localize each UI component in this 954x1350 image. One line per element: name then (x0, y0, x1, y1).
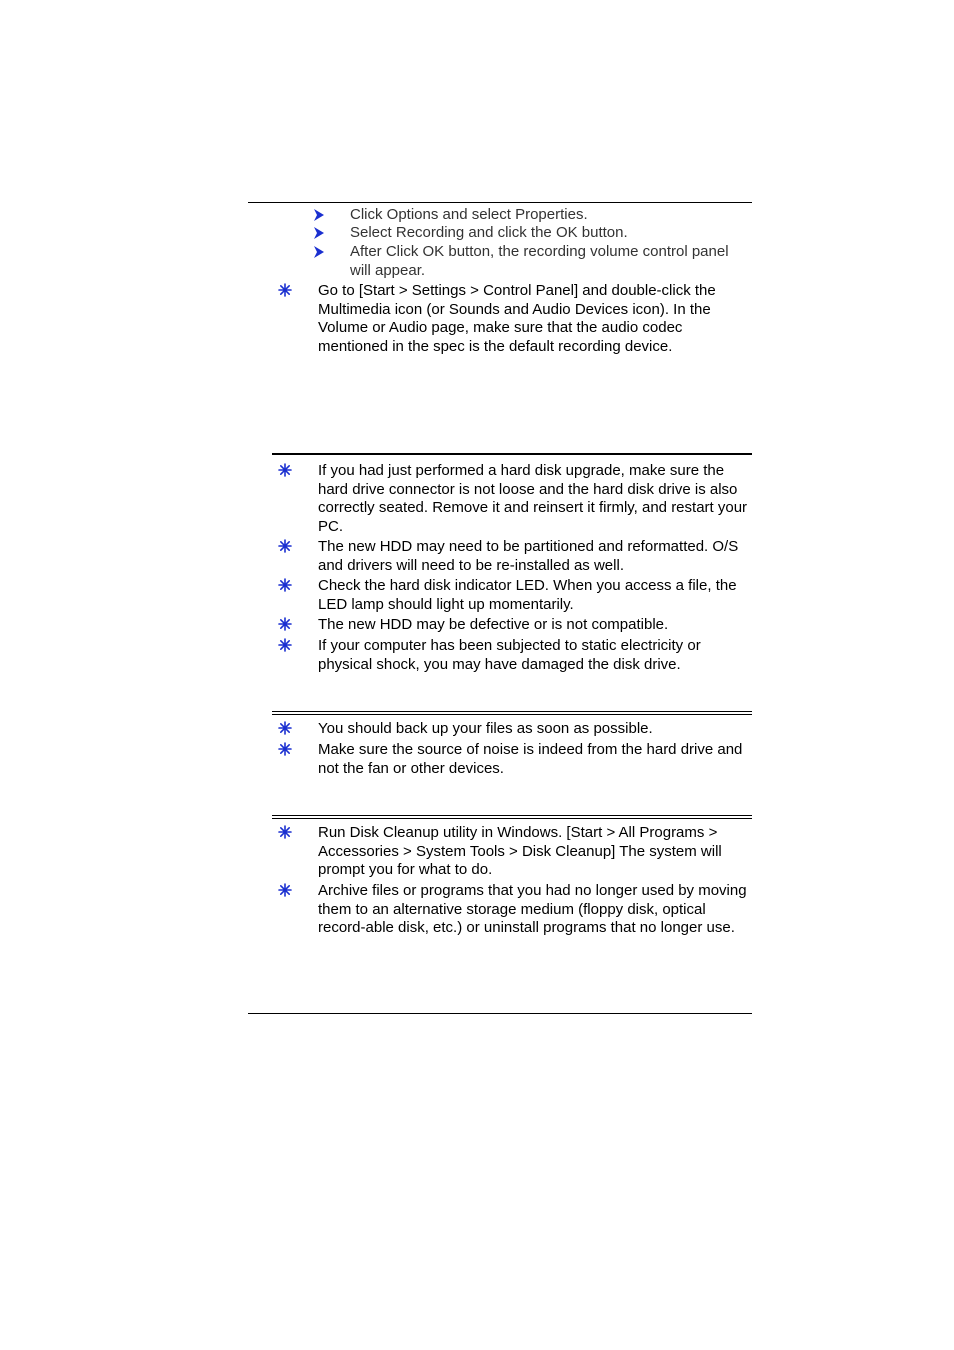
bullet-text: Make sure the source of noise is indeed from the hard drive and not the fan or other devices. (318, 741, 743, 777)
footer-rule (248, 1013, 752, 1014)
header-rule (248, 202, 752, 203)
snowflake-bullet-icon (278, 638, 292, 652)
snowflake-bullet-icon (278, 578, 292, 592)
section-rule (272, 711, 752, 715)
snowflake-bullet-icon (278, 742, 292, 756)
bullet-text: Archive files or programs that you had no longer used by moving them to an alternative storage medium (floppy disk, optical record-able disk, etc.) or uninstall programs that no longer use. (318, 882, 747, 936)
bullet-text: You should back up your files as soon as possible. (318, 720, 653, 737)
recording-step-text: Select Recording and click the OK button. (350, 224, 628, 241)
bullet-text: Run Disk Cleanup utility in Windows. [Start > All Programs > Accessories > System Tools > Disk Cleanup] The system will prompt you for what to do. (318, 824, 722, 878)
snowflake-bullet-icon (278, 883, 292, 897)
bullet-text: If your computer has been subjected to static electricity or physical shock, you may have damaged the disk drive. (318, 637, 701, 673)
snowflake-bullet-icon (278, 283, 292, 297)
snowflake-bullet-icon (278, 721, 292, 735)
arrow-right-icon (312, 244, 326, 260)
snowflake-bullet-icon (278, 825, 292, 839)
recording-step-text: After Click OK button, the recording volume control panel will appear. (350, 243, 729, 279)
arrow-right-icon (312, 225, 326, 241)
snowflake-bullet-icon (278, 463, 292, 477)
bullet-text: Go to [Start > Settings > Control Panel] and double-click the Multimedia icon (or Sounds and Audio Devices icon). In the Volume or Audio page, make sure that the audio codec mentioned in the spec is the default recording device. (318, 282, 716, 355)
snowflake-bullet-icon (278, 539, 292, 553)
recording-step-text: Click Options and select Properties. (350, 206, 588, 223)
bullet-text: If you had just performed a hard disk upgrade, make sure the hard drive connector is not loose and the hard disk drive is also correctly seated. Remove it and reinsert it firmly, and restart your PC. (318, 462, 748, 535)
arrow-right-icon (312, 207, 326, 223)
bullet-text: Check the hard disk indicator LED. When you access a file, the LED lamp should light up momentarily. (318, 577, 737, 613)
bullet-text: The new HDD may be defective or is not compatible. (318, 616, 669, 633)
section-rule (272, 815, 752, 819)
bullet-text: The new HDD may need to be partitioned and reformatted. O/S and drivers will need to be re-installed as well. (318, 538, 739, 574)
snowflake-bullet-icon (278, 617, 292, 631)
section-rule (272, 453, 752, 455)
